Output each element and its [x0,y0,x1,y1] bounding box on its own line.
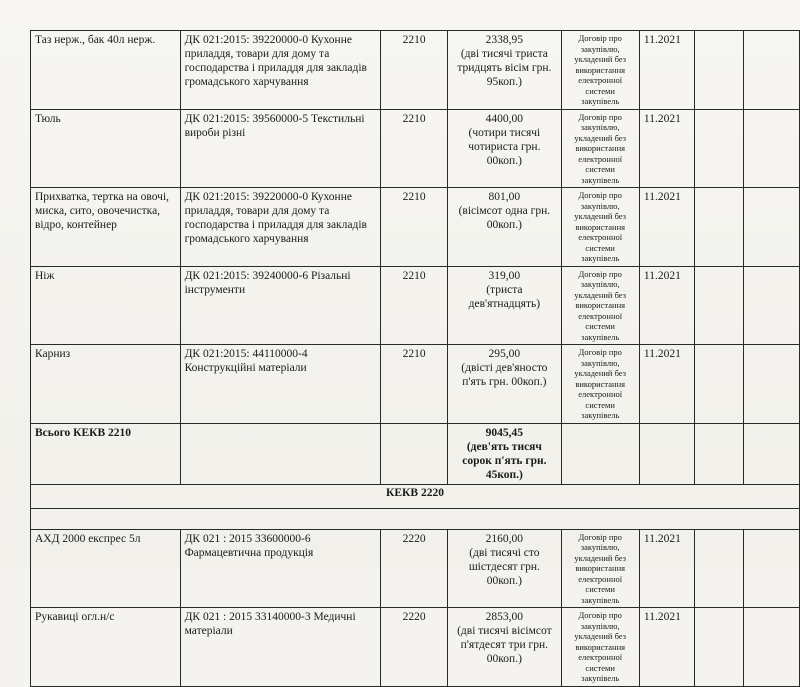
sum-value: 801,00 [488,191,521,203]
item-name: Ніж [31,266,181,345]
empty-cell [743,109,799,188]
sum-value: 2853,00 [485,611,524,623]
sum-value: 319,00 [488,269,521,282]
item-sum [448,109,561,188]
sum-words: (чотири тисячі чотириста грн. 00коп.) [468,126,541,167]
table-row [31,188,800,267]
empty-cell [180,423,381,484]
item-code: ДК 021:2015: 39240000-6 Різальні інструменти [180,266,381,345]
empty-cell [31,508,800,529]
item-name: АХД 2000 експрес 5л [31,529,181,608]
item-procedure: Договір про закупівлю, укладений без використання електронної системи закупівель [561,608,639,687]
item-kekv: 2210 [381,31,448,110]
empty-cell [381,423,448,484]
sum-words: (дві тисячі сто шістдесят грн. 00коп.) [468,546,540,587]
item-procedure: Договір про закупівлю, укладений без використання електронної системи закупівель [561,529,639,608]
item-procedure: Договір про закупівлю, укладений без використання електронної системи закупівель [561,266,639,345]
sum-words: (двісті дев'яносто п'ять грн. 00коп.) [461,362,548,388]
total-sum-words: (дев'ять тисяч сорок п'ять грн. 45коп.) [462,440,547,481]
empty-cell [695,109,744,188]
empty-cell [695,188,744,267]
sum-value: 295,00 [488,348,521,360]
item-kekv: 2220 [381,529,448,608]
item-name: Рукавиці огл.н/с [31,608,181,687]
empty-cell [743,31,799,110]
empty-cell [743,266,799,345]
empty-cell [695,423,744,484]
empty-cell [695,31,744,110]
sum-words: (дві тисячі триста тридцять вісім грн. 95коп.) [457,48,552,88]
procurement-table [30,30,800,687]
item-name: Таз нерж., бак 40л нерж. [31,31,181,110]
item-code: ДК 021:2015: 39560000-5 Текстильні вироби різні [180,109,381,188]
item-date: 11.2021 [639,188,694,267]
item-code: ДК 021:2015: 44110000-4 Конструкційні матеріали [180,345,381,424]
item-kekv: 2210 [381,109,448,188]
item-date: 11.2021 [639,266,694,345]
item-code: ДК 021 : 2015 33600000-6 Фармацевтична продукція [180,529,381,608]
item-kekv: 2210 [381,345,448,424]
sum-value: 2160,00 [485,532,524,545]
table-row [31,608,800,687]
empty-cell [695,266,744,345]
empty-cell [743,423,799,484]
empty-cell [695,345,744,424]
item-date: 11.2021 [639,608,694,687]
total-row [31,423,800,484]
section-title: КЕКВ 2220 [31,484,800,508]
item-name: Тюль [31,109,181,188]
table-row [31,529,800,608]
sum-value: 2338,95 [485,34,524,46]
item-code: ДК 021:2015: 39220000-0 Кухонне приладдя, товари для дому та господарства і приладдя для закладів громадського харчування [180,188,381,267]
total-sum [448,423,561,484]
item-kekv: 2210 [381,188,448,267]
item-sum [448,529,561,608]
item-name: Прихватка, тертка на овочі, миска, сито, овочечистка, відро, контейнер [31,188,181,267]
item-code: ДК 021:2015: 39220000-0 Кухонне приладдя, товари для дому та господарства і приладдя для закладів громадського харчування [180,31,381,110]
empty-cell [743,608,799,687]
item-sum [448,188,561,267]
empty-cell [695,608,744,687]
empty-cell [743,345,799,424]
item-sum [448,31,561,110]
section-header-row [31,484,800,508]
sum-value: 4400,00 [485,112,524,125]
item-sum [448,345,561,424]
item-kekv: 2210 [381,266,448,345]
item-code: ДК 021 : 2015 33140000-3 Медичні матеріали [180,608,381,687]
empty-cell [561,423,639,484]
table-row [31,345,800,424]
empty-cell [695,529,744,608]
empty-cell [743,188,799,267]
total-label: Всього КЕКВ 2210 [31,423,181,484]
item-procedure: Договір про закупівлю, укладений без використання електронної системи закупівель [561,109,639,188]
item-procedure: Договір про закупівлю, укладений без використання електронної системи закупівель [561,188,639,267]
item-kekv: 2220 [381,608,448,687]
spacer-row [31,508,800,529]
empty-cell [639,423,694,484]
empty-cell [743,529,799,608]
item-sum [448,266,561,345]
item-procedure: Договір про закупівлю, укладений без використання електронної системи закупівель [561,345,639,424]
sum-words: (вісімсот одна грн. 00коп.) [458,205,551,231]
item-procedure: Договір про закупівлю, укладений без використання електронної системи закупівель [561,31,639,110]
item-date: 11.2021 [639,31,694,110]
total-sum-value: 9045,45 [485,426,524,439]
item-sum [448,608,561,687]
table-row [31,31,800,110]
item-name: Карниз [31,345,181,424]
sum-words: (триста дев'ятнадцять) [468,283,541,310]
table-row [31,109,800,188]
item-date: 11.2021 [639,529,694,608]
item-date: 11.2021 [639,345,694,424]
sum-words: (дві тисячі вісімсот п'ятдесят три грн. 00коп.) [457,625,552,665]
item-date: 11.2021 [639,109,694,188]
table-row [31,266,800,345]
